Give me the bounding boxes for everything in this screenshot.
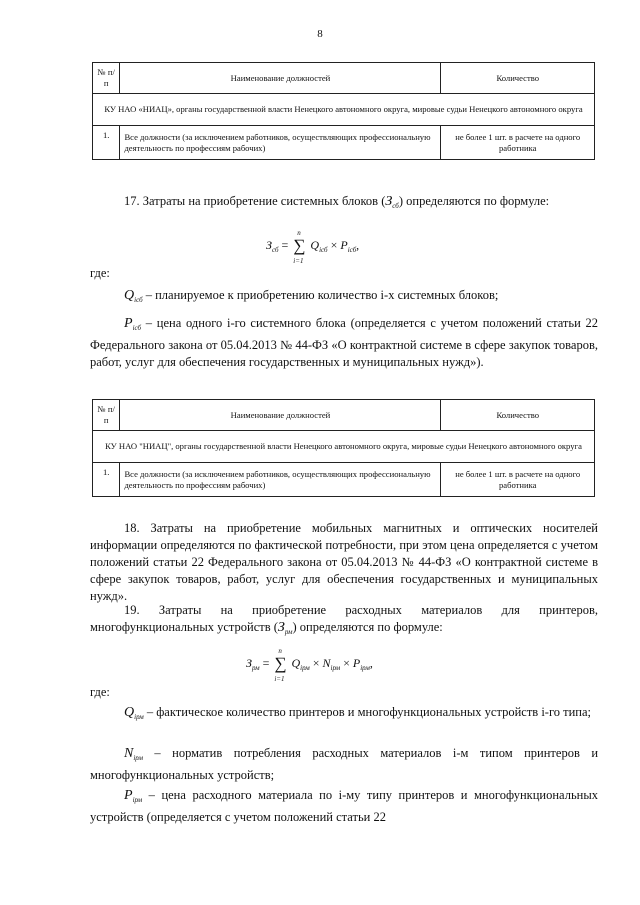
definition-p-sb: $P_{iсб}$ – цена одного i-го системного блока (определяется с учетом положений статьи 22 Федерального закона от 05.04.2013 № 44-ФЗ «О контрактной системе в сфере закупок товаров, работ, услуг для обеспечения государственных и муниципальных нужд»). (90, 316, 599, 369)
definition-p-rm: $P_{iрм}$ – цена расходного материала по i-му типу принтеров и многофункциональных устройств (определяется с учетом положений статьи 22 (90, 788, 598, 824)
definition-q-sb: $Q_{iсб}$ – планируемое к приобретению количество i-х системных блоков; (124, 288, 499, 304)
definition-q-rm: $Q_{iрм}$ – фактическое количество принтеров и многофункциональных устройств i-го типа; (124, 705, 592, 721)
row-name: Все должности (за исключением работников, осуществляющих профессиональную деятельность по профессиям рабочих) (120, 126, 441, 160)
page-number: 8 (317, 28, 323, 40)
formula-consumables: $З_{рм}$ = ∑ n i=1 $Q_{iрм} \times N_{iрм} \times P_{iрм}$, (246, 647, 373, 683)
p19-text-before: 19. Затраты на приобретение расходных материалов для принтеров, многофункциональных устройств ( (90, 603, 598, 634)
p17-text-before: 17. Затраты на приобретение системных блоков ( (124, 194, 386, 208)
paragraph-17 (90, 193, 598, 215)
paragraph-19 (90, 602, 598, 641)
row-qty: не более 1 шт. в расчете на одного работника (441, 463, 595, 497)
row-name: Все должности (за исключением работников, осуществляющих профессиональную деятельность по профессиям рабочих) (120, 463, 441, 497)
org-cell: КУ НАО «НИАЦ», органы государственной власти Ненецкого автономного округа, мировые судьи Ненецкого автономного округа (93, 94, 595, 126)
header-qty: Количество (441, 63, 595, 94)
table-row (93, 126, 595, 160)
table-header-row (93, 63, 595, 94)
where-label-2: где: (90, 685, 110, 699)
row-num: 1. (93, 126, 120, 160)
p17-text-after: ) определяются по формуле: (398, 194, 550, 208)
header-num: № п/п (93, 400, 120, 431)
table-org-row (93, 94, 595, 126)
row-num: 1. (93, 463, 120, 497)
positions-table-2 (92, 399, 595, 497)
table-header-row (93, 400, 595, 431)
p17-symbol: $З_{сб}$ (385, 194, 399, 210)
where-label-1: где: (90, 266, 110, 280)
table-org-row (93, 431, 595, 463)
positions-table-1 (92, 62, 595, 160)
p19-symbol: $З_{рм}$ (277, 620, 293, 636)
row-qty: не более 1 шт. в расчете на одного работника (441, 126, 595, 160)
header-name: Наименование должностей (120, 400, 441, 431)
header-qty: Количество (441, 400, 595, 431)
header-num: № п/п (93, 63, 120, 94)
formula-system-blocks: $З_{сб}$ = ∑ n i=1 $Q_{iсб} \times P_{iсб}$, (266, 229, 360, 265)
table-row (93, 463, 595, 497)
org-cell: КУ НАО "НИАЦ", органы государственной власти Ненецкого автономного округа, мировые судьи Ненецкого автономного округа (93, 431, 595, 463)
sum-sign: ∑ n i=1 (293, 229, 306, 265)
paragraph-18: 18. Затраты на приобретение мобильных магнитных и оптических носителей информации определяются по фактической потребности, при этом цена определяется с учетом положений статьи 22 Федерального закона от 05.04.2013 № 44-ФЗ «О контрактной системе в сфере закупок товаров, работ, услуг для обеспечения государственных и муниципальных нужд». (90, 521, 598, 603)
definition-n-rm: $N_{iрм}$ – норматив потребления расходных материалов i-м типом принтеров и многофункциональных устройств; (90, 746, 599, 782)
header-name: Наименование должностей (120, 63, 441, 94)
p19-text-after: ) определяются по формуле: (292, 620, 443, 634)
sum-sign: ∑ n i=1 (274, 647, 287, 683)
